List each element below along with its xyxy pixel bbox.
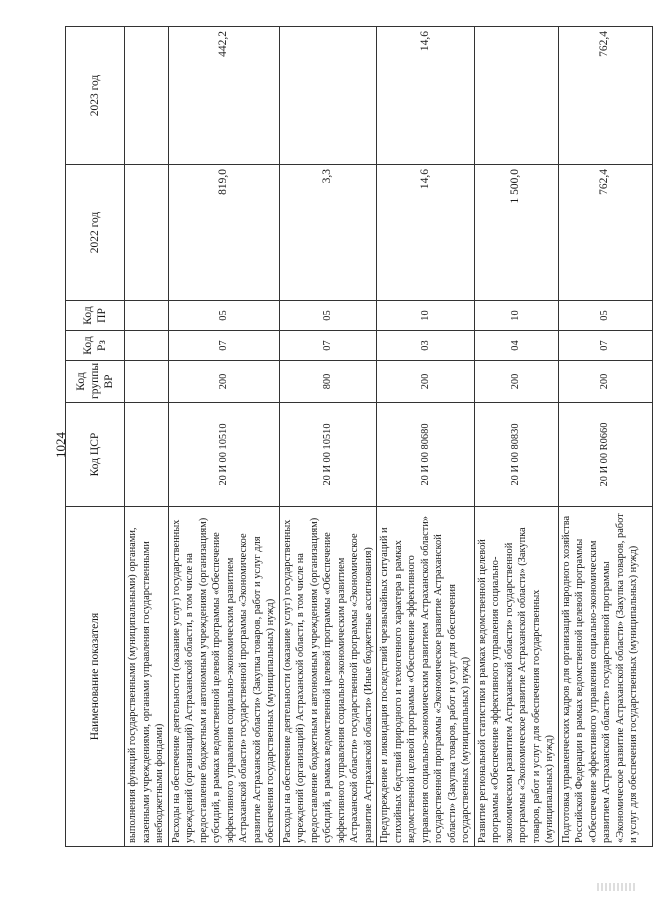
row-rz: 07 — [558, 331, 652, 361]
row-2023: 442,2 — [168, 27, 279, 165]
table-row — [377, 27, 475, 847]
row-2023: 14,6 — [377, 27, 475, 165]
table-row — [558, 27, 652, 847]
row-2022: 819,0 — [168, 165, 279, 301]
row-2022: 14,6 — [377, 165, 475, 301]
row-rz: 07 — [279, 331, 377, 361]
table-row — [168, 27, 279, 847]
header-name: Наименование показателя — [66, 507, 125, 847]
row-name: выполнения функций государственными (муниципальными) органами, казенными учреждениями, органами управления государственными внебюджетными фондами) — [125, 507, 169, 847]
table-header-row — [66, 27, 125, 847]
row-name: Развитие региональной статистики в рамках ведомственной целевой программы «Обеспечение эффективного управления социально-экономическим развитием Астраханской области» государственной программы «Экономическое развитие Астраханской области» (Закупка товаров, работ и услуг для обеспечения государственных (муниципальных) нужд) — [474, 507, 558, 847]
row-csr: 20 И 00 10510 — [279, 403, 377, 507]
row-2023 — [474, 27, 558, 165]
row-2023 — [125, 27, 169, 165]
row-2022 — [125, 165, 169, 301]
row-2022: 762,4 — [558, 165, 652, 301]
row-csr: 20 И 00 R0660 — [558, 403, 652, 507]
header-pr: Код ПР — [66, 301, 125, 331]
row-rz — [125, 331, 169, 361]
row-name: Предупреждение и ликвидация последствий чрезвычайных ситуаций и стихийных бедствий природного и техногенного характера в рамках ведомственной целевой программы «Обеспечение эффективного управления социально-экономическим развитием Астраханской области» государственной программы «Экономическое развитие Астраханской области» (Закупка товаров, работ и услуг для обеспечения государственных (муниципальных) нужд) — [377, 507, 475, 847]
row-csr: 20 И 00 80830 — [474, 403, 558, 507]
table-row — [125, 27, 169, 847]
row-pr: 05 — [168, 301, 279, 331]
row-name: Расходы на обеспечение деятельности (оказание услуг) государственных учреждений (организаций) Астраханской области, в том числе на предоставление бюджетным и автономным учреждениям (организациям) субсидий, в рамках ведомственной целевой программы «Обеспечение эффективного управления социально-экономическим развитием Астраханской области» государственной программы «Экономическое развитие Астраханской области» (Иные бюджетные ассигнования) — [279, 507, 377, 847]
row-2022: 1 500,0 — [474, 165, 558, 301]
row-csr: 20 И 00 80680 — [377, 403, 475, 507]
row-2022: 3,3 — [279, 165, 377, 301]
header-rz: Код Рз — [66, 331, 125, 361]
row-csr — [125, 403, 169, 507]
scan-artifact-mark — [597, 883, 637, 891]
row-rz: 04 — [474, 331, 558, 361]
row-name: Подготовка управленческих кадров для организаций народного хозяйства Российской Федерации в рамках ведомственной целевой программы «Обеспечение эффективного управления социально-экономическим развитием Астраханской области» государственной программы «Экономическое развитие Астраханской области» (Закупка товаров, работ и услуг для обеспечения государственных (муниципальных) нужд) — [558, 507, 652, 847]
header-vr: Код группы ВР — [66, 361, 125, 403]
row-2023 — [279, 27, 377, 165]
rotated-page-area — [65, 27, 639, 847]
row-pr — [125, 301, 169, 331]
rotated-table-container — [65, 27, 639, 847]
row-rz: 07 — [168, 331, 279, 361]
row-csr: 20 И 00 10510 — [168, 403, 279, 507]
row-pr: 05 — [279, 301, 377, 331]
row-pr: 10 — [474, 301, 558, 331]
row-pr: 10 — [377, 301, 475, 331]
header-2023: 2023 год — [66, 27, 125, 165]
row-vr: 800 — [279, 361, 377, 403]
row-vr: 200 — [168, 361, 279, 403]
row-vr: 200 — [474, 361, 558, 403]
header-2022: 2022 год — [66, 165, 125, 301]
row-vr: 200 — [377, 361, 475, 403]
row-rz: 03 — [377, 331, 475, 361]
page-number: 1024 — [53, 432, 68, 458]
row-name: Расходы на обеспечение деятельности (оказание услуг) государственных учреждений (организаций) Астраханской области, в том числе на предоставление бюджетным и автономным учреждениям (организациям) субсидий, в рамках ведомственной целевой программы «Обеспечение эффективного управления социально-экономическим развитием Астраханской области» государственной программы «Экономическое развитие Астраханской области» (Закупка товаров, работ и услуг для обеспечения государственных (муниципальных) нужд) — [168, 507, 279, 847]
table-row — [474, 27, 558, 847]
row-pr: 05 — [558, 301, 652, 331]
header-csr: Код ЦСР — [66, 403, 125, 507]
row-2023: 762,4 — [558, 27, 652, 165]
row-vr — [125, 361, 169, 403]
table-row — [279, 27, 377, 847]
budget-table — [65, 26, 653, 847]
row-vr: 200 — [558, 361, 652, 403]
